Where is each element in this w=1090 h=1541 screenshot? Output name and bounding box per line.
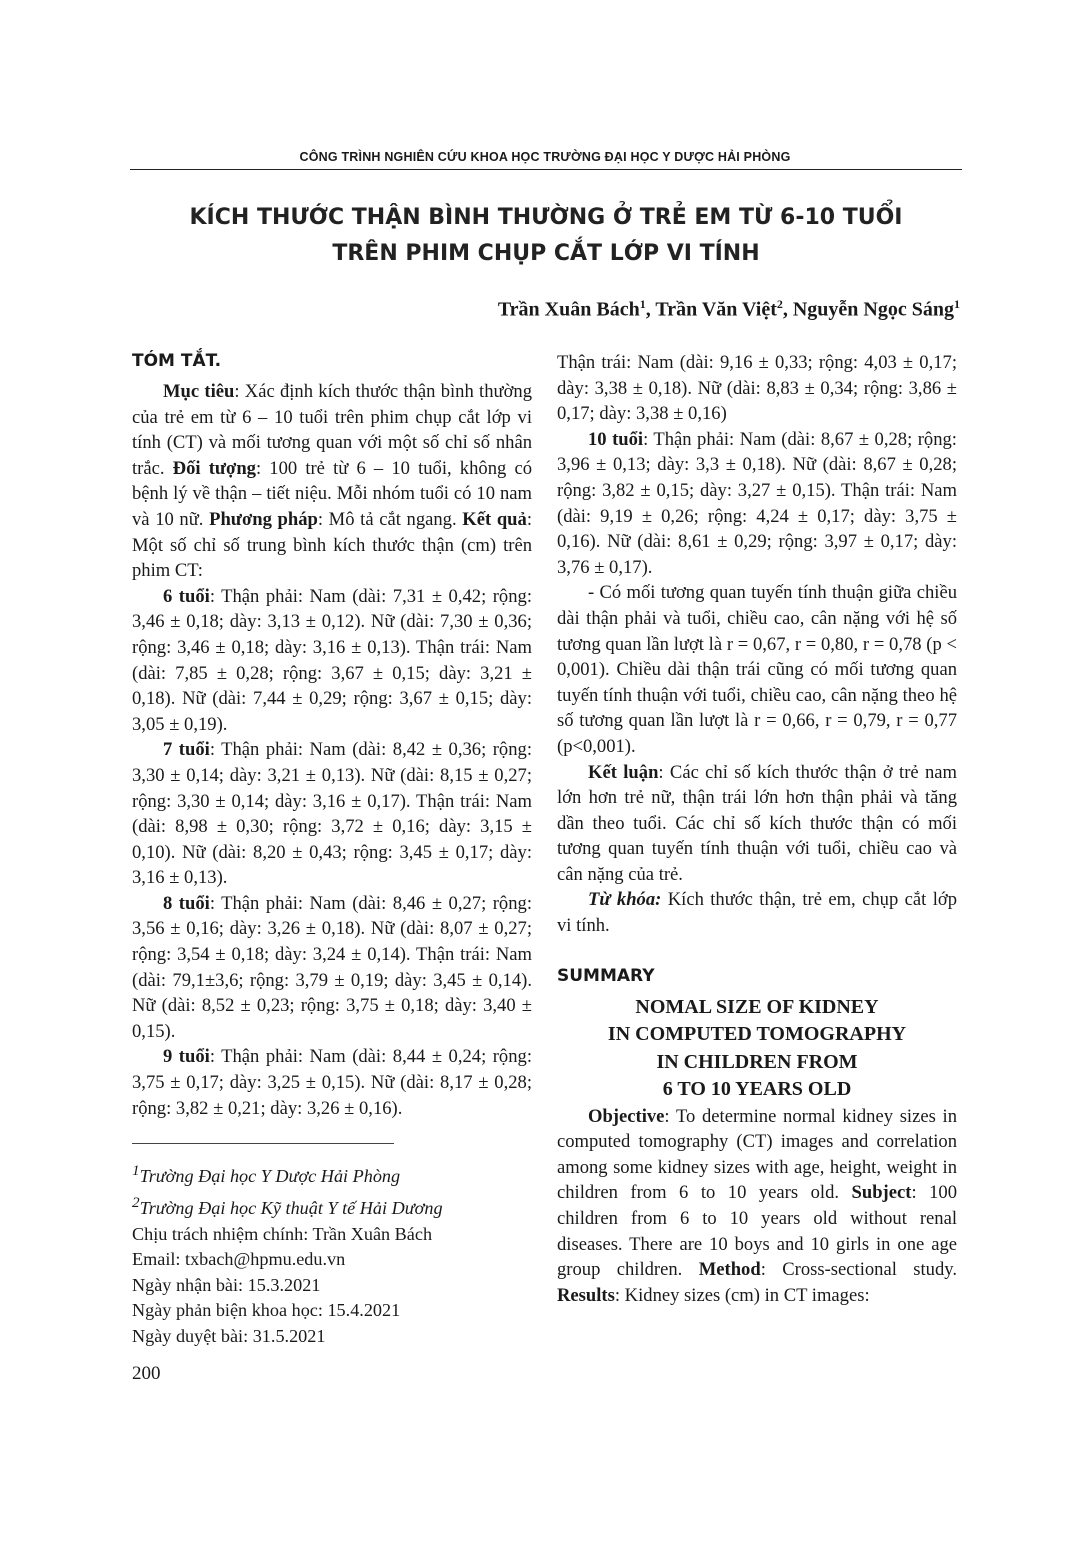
age-9-label: 9 tuổi xyxy=(163,1046,210,1068)
summary-heading: SUMMARY xyxy=(557,965,655,986)
journal-header: CÔNG TRÌNH NGHIÊN CỨU KHOA HỌC TRƯỜNG ĐẠI HỌC Y DƯỢC HẢI PHÒNG xyxy=(299,150,791,164)
date-accepted: Ngày duyệt bài: 31.5.2021 xyxy=(132,1325,326,1346)
result-label: Kết quả xyxy=(462,508,527,530)
left-column xyxy=(132,350,532,1350)
author-name: Nguyễn Ngọc Sáng xyxy=(792,298,954,321)
author-name: Trần Xuân Bách xyxy=(497,298,640,321)
age-10-text: : Thận phải: Nam (dài: 8,67 ± 0,28; rộng: 3,96 ± 0,13; dày: 3,3 ± 0,18). Nữ (dài: 8,67 ± 0,28; rộng: 3,82 ± 0,15; dày: 3,27 ± 0,15). Thận trái: Nam (dài: 9,19 ± 0,26; rộng: 4,24 ± 0,17; dày: 3,75 ± 0,16). Nữ (dài: 8,61 ± 0,29; rộng: 3,97 ± 0,17; dày: 3,76 ± 0,17). xyxy=(557,428,957,578)
abstract-objective xyxy=(132,379,532,584)
age-8-text: : Thận phải: Nam (dài: 8,46 ± 0,27; rộng: 3,56 ± 0,16; dày: 3,26 ± 0,18). Nữ (dài: 8,07 ± 0,27; rộng: 3,54 ± 0,18; dày: 3,24 ± 0,14). Thận trái: Nam (dài: 79,1±3,6; rộng: 3,79 ± 0,19; dày: 3,45 ± 0,14). Nữ (dài: 8,52 ± 0,23; rộng: 3,75 ± 0,18; dày: 3,40 ± 0,15). xyxy=(132,892,532,1042)
age-9-continuation: Thận trái: Nam (dài: 9,16 ± 0,33; rộng: 4,03 ± 0,17; dày: 3,38 ± 0,18). Nữ (dài: 8,83 ± 0,34; rộng: 3,86 ± 0,17; dày: 3,38 ± 0,16) xyxy=(557,352,957,425)
age-7-text: : Thận phải: Nam (dài: 8,42 ± 0,36; rộng: 3,30 ± 0,14; dày: 3,21 ± 0,13). Nữ (dài: 8,15 ± 0,27; rộng: 3,30 ± 0,14; dày: 3,16 ± 0,17). Thận trái: Nam (dài: 8,98 ± 0,30; rộng: 3,72 ± 0,16; dày: 3,15 ± 0,10). Nữ (dài: 8,20 ± 0,43; rộng: 3,45 ± 0,17; dày: 3,16 ± 0,13). xyxy=(132,739,532,889)
english-title-line: NOMAL SIZE OF KIDNEY xyxy=(635,995,879,1018)
result-text: : Một số chỉ số trung bình kích thước thận (cm) trên phim CT: xyxy=(132,508,532,582)
footnotes xyxy=(132,1158,532,1349)
subject-text: : 100 trẻ từ 6 – 10 tuổi, không có bệnh lý về thận – tiết niệu. Mỗi nhóm tuổi có 10 nam và 10 nữ. xyxy=(132,457,532,530)
age-8-label: 8 tuổi xyxy=(163,892,210,914)
objective-text: : To determine normal kidney sizes in computed tomography (CT) images and correlation among some kidney sizes with age, height, weight in children from 6 to 10 years old. xyxy=(557,1105,957,1204)
english-title-line: IN CHILDREN FROM xyxy=(656,1050,858,1073)
objective-label: Objective xyxy=(588,1105,665,1127)
english-title xyxy=(557,994,957,1104)
results-label: Results xyxy=(557,1284,615,1306)
abstract-heading: TÓM TẮT. xyxy=(132,351,222,371)
age-8-paragraph xyxy=(132,891,532,1045)
conclusion-text: : Các chỉ số kích thước thận ở trẻ nam lớn hơn trẻ nữ, thận trái lớn hơn thận phải và tăng dần theo tuổi. Các chỉ số kích thước thận có mối tương quan tuyến tính thuận với tuổi, chiều cao và cân nặng của trẻ. xyxy=(557,761,957,885)
author-separator: , xyxy=(782,298,793,321)
footnote-number: 2 xyxy=(132,1193,140,1211)
page-number: 200 xyxy=(132,1363,161,1384)
footnote-affiliation-2 xyxy=(132,1190,532,1222)
subject-label: Subject xyxy=(851,1182,912,1204)
author-affiliation: 1 xyxy=(639,297,646,311)
method-label: Phương pháp xyxy=(209,508,318,530)
english-title-line: 6 TO 10 YEARS OLD xyxy=(662,1078,852,1101)
conclusion-paragraph xyxy=(557,760,957,888)
age-10-label: 10 tuổi xyxy=(588,428,644,450)
affiliation-text: Trường Đại học Y Dược Hải Phòng xyxy=(139,1166,401,1187)
objective-text: : Xác định kích thước thận bình thường của trẻ em từ 6 – 10 tuổi trên phim chụp cắt lớp vi tính (CT) và mối tương quan với một số chỉ số nhân trắc. xyxy=(132,381,532,479)
article-title xyxy=(130,200,962,272)
title-line-2: TRÊN PHIM CHỤP CẮT LỚP VI TÍNH xyxy=(332,241,760,266)
conclusion-label: Kết luận xyxy=(588,761,659,783)
footnote-divider xyxy=(132,1143,394,1144)
right-column xyxy=(557,350,957,1308)
author-affiliation: 1 xyxy=(954,297,960,311)
date-reviewed: Ngày phản biện khoa học: 15.4.2021 xyxy=(132,1300,401,1321)
age-9-text: : Thận phải: Nam (dài: 8,44 ± 0,24; rộng: 3,75 ± 0,17; dày: 3,25 ± 0,15). Nữ (dài: 8,17 ± 0,28; rộng: 3,82 ± 0,21; dày: 3,26 ± 0,16). xyxy=(132,1046,532,1119)
author-name: Trần Văn Việt xyxy=(655,298,777,321)
footnote-number: 1 xyxy=(132,1162,140,1180)
contact-email[interactable]: Email: txbach@hpmu.edu.vn xyxy=(132,1249,346,1270)
age-6-text: : Thận phải: Nam (dài: 7,31 ± 0,42; rộng: 3,46 ± 0,18; dày: 3,13 ± 0,12). Nữ (dài: 7,30 ± 0,36; rộng: 3,46 ± 0,18; dày: 3,16 ± 0,13). Thận trái: Nam (dài: 7,85 ± 0,28; rộng: 3,67 ± 0,15; dày: 3,21 ± 0,18). Nữ (dài: 7,44 ± 0,29; rộng: 3,67 ± 0,15; dày: 3,05 ± 0,19). xyxy=(132,585,532,735)
keywords-paragraph xyxy=(557,887,957,938)
age-7-label: 7 tuổi xyxy=(163,739,210,761)
header-divider xyxy=(130,169,962,170)
keywords-text: Kích thước thận, trẻ em, chụp cắt lớp vi tính. xyxy=(557,889,958,937)
title-line-1: KÍCH THƯỚC THẬN BÌNH THƯỜNG Ở TRẺ EM TỪ 6-10 TUỔI xyxy=(189,205,903,230)
objective-label: Mục tiêu xyxy=(163,381,235,402)
age-6-paragraph xyxy=(132,584,532,738)
subject-label: Đối tượng xyxy=(172,457,256,479)
age-6-label: 6 tuổi xyxy=(163,585,210,607)
method-text: : Mô tả cắt ngang. xyxy=(317,508,463,530)
age-9-paragraph xyxy=(132,1044,532,1121)
results-text: : Kidney sizes (cm) in CT images: xyxy=(614,1284,870,1306)
english-title-line: IN COMPUTED TOMOGRAPHY xyxy=(607,1023,907,1046)
age-7-paragraph xyxy=(132,737,532,891)
summary-paragraph xyxy=(557,1104,957,1309)
author-affiliation: 2 xyxy=(776,297,783,311)
author-list xyxy=(130,297,960,322)
date-received: Ngày nhận bài: 15.3.2021 xyxy=(132,1274,321,1295)
author-separator: , xyxy=(645,298,656,321)
method-text: : Cross-sectional study. xyxy=(760,1259,958,1281)
age-10-paragraph xyxy=(557,427,957,581)
method-label: Method xyxy=(698,1259,761,1281)
footnote-affiliation-1 xyxy=(132,1158,532,1190)
corresponding-author: Chịu trách nhiệm chính: Trần Xuân Bách xyxy=(132,1223,433,1244)
affiliation-text: Trường Đại học Kỹ thuật Y tế Hải Dương xyxy=(139,1197,443,1218)
subject-text: : 100 children from 6 to 10 years old without renal diseases. There are 10 boys and 10 girls in one age group children. xyxy=(557,1182,957,1281)
keywords-label: Từ khóa: xyxy=(588,889,662,911)
correlation-paragraph: - Có mối tương quan tuyến tính thuận giữa chiều dài thận phải và tuổi, chiều cao, cân nặng với hệ số tương quan lần lượt là r = 0,67, r = 0,80, r = 0,78 (p < 0,001). Chiều dài thận trái cũng có mối tương quan tuyến tính thuận với tuổi, chiều cao, cân nặng theo hệ số tương quan lần lượt là r = 0,66, r = 0,79, r = 0,77 (p<0,001). xyxy=(557,582,957,757)
